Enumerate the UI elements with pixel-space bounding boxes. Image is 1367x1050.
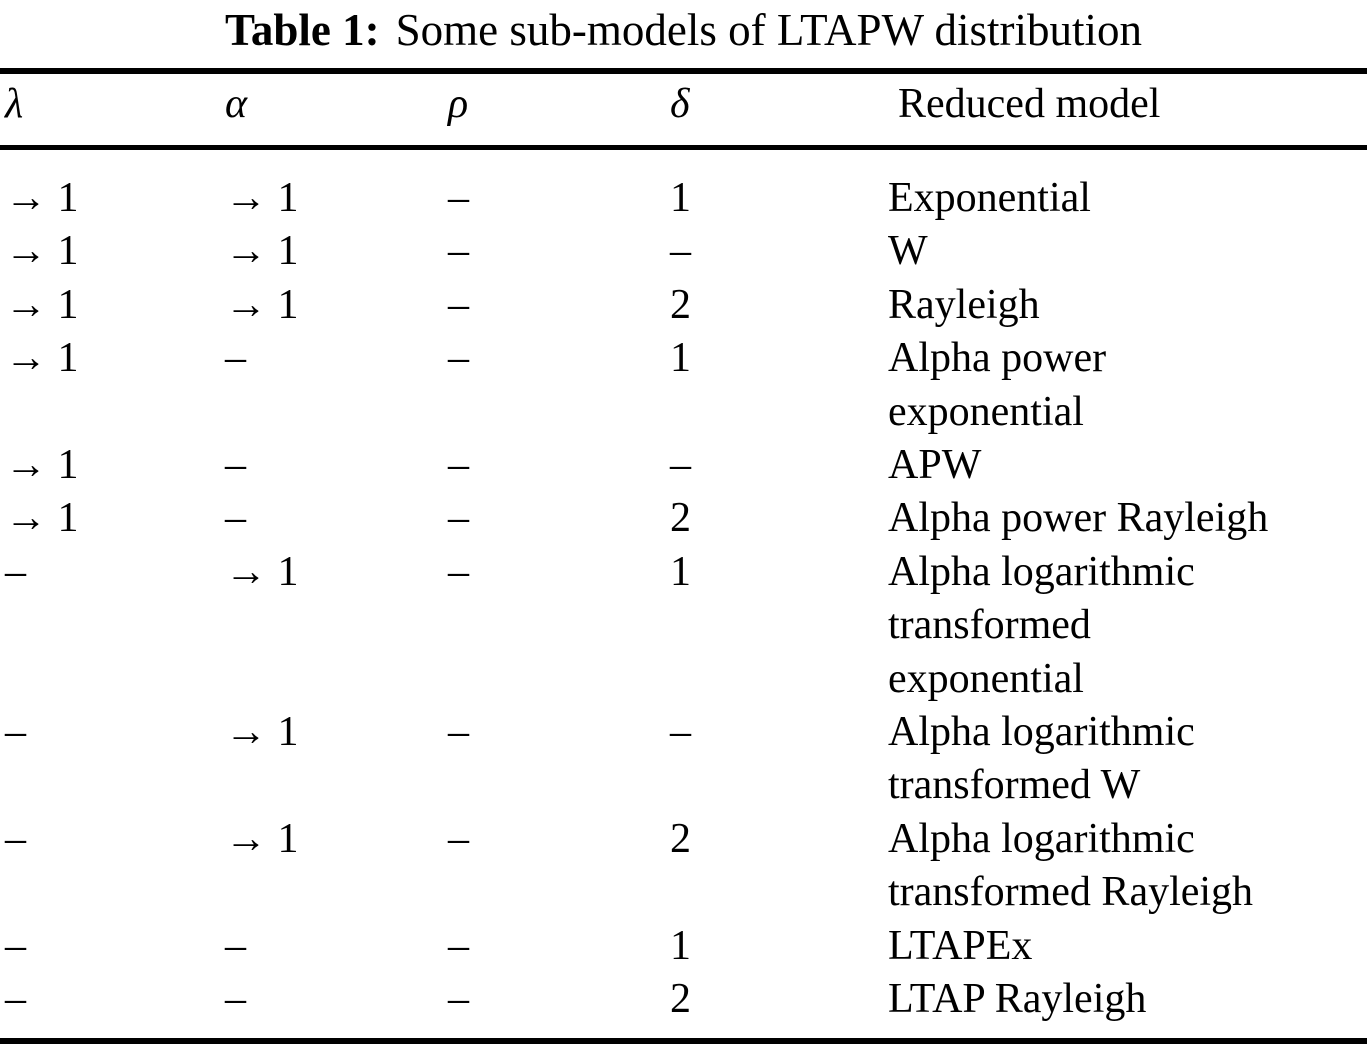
- table-row: [0, 813, 1367, 920]
- alpha-value: → 1: [225, 281, 299, 328]
- delta-value: –: [670, 709, 691, 756]
- model-name: [888, 973, 1367, 1026]
- alpha-value: → 1: [225, 709, 299, 756]
- delta-value: –: [670, 228, 691, 275]
- rho-value: –: [448, 548, 469, 595]
- table-body: [0, 172, 1367, 1027]
- model-name-line: Exponential: [888, 175, 1091, 221]
- model-name: [888, 439, 1367, 492]
- header-delta: δ: [670, 81, 690, 127]
- rho-value: –: [448, 228, 469, 275]
- model-name-line: transformed Rayleigh: [888, 869, 1254, 916]
- model-name-line: Alpha power Rayleigh: [888, 495, 1269, 542]
- model-name: [888, 706, 1367, 813]
- top-rule: [0, 68, 1367, 74]
- delta-value: 1: [670, 922, 691, 969]
- table-caption: [0, 0, 1367, 60]
- alpha-value: → 1: [225, 815, 299, 862]
- model-name: [888, 546, 1367, 706]
- lambda-value: –: [5, 548, 26, 595]
- model-name-line: exponential: [888, 388, 1084, 435]
- delta-value: 1: [670, 335, 691, 382]
- delta-value: 2: [670, 976, 691, 1023]
- alpha-value: → 1: [225, 228, 299, 275]
- model-name: [888, 279, 1367, 332]
- lambda-value: → 1: [5, 442, 79, 489]
- rho-value: –: [448, 442, 469, 489]
- model-name: [888, 225, 1367, 278]
- header-alpha: α: [225, 81, 248, 127]
- rho-value: –: [448, 709, 469, 756]
- model-name-line: APW: [888, 442, 982, 489]
- model-name-line: exponential: [888, 655, 1084, 702]
- rho-value: –: [448, 175, 469, 221]
- bottom-rule: [0, 1038, 1367, 1044]
- model-name-line: LTAP Rayleigh: [888, 976, 1147, 1023]
- model-name-line: Alpha power: [888, 335, 1107, 382]
- model-name-line: transformed: [888, 602, 1091, 649]
- model-name-line: Alpha logarithmic: [888, 709, 1195, 756]
- rho-value: –: [448, 281, 469, 328]
- table-header-row: [0, 78, 1367, 131]
- delta-value: 2: [670, 815, 691, 862]
- alpha-value: → 1: [225, 175, 299, 221]
- rho-value: –: [448, 335, 469, 382]
- table-row: [0, 225, 1367, 278]
- rho-value: –: [448, 976, 469, 1023]
- header-rho: ρ: [448, 81, 469, 127]
- lambda-value: → 1: [5, 175, 79, 221]
- table-row: [0, 920, 1367, 973]
- lambda-value: –: [5, 815, 26, 862]
- lambda-value: –: [5, 976, 26, 1023]
- lambda-value: → 1: [5, 228, 79, 275]
- header-rule: [0, 145, 1367, 150]
- delta-value: 2: [670, 281, 691, 328]
- lambda-value: –: [5, 709, 26, 756]
- lambda-value: → 1: [5, 335, 79, 382]
- table-row: [0, 492, 1367, 545]
- alpha-value: –: [225, 976, 246, 1023]
- alpha-value: –: [225, 495, 246, 542]
- model-name-line: transformed W: [888, 762, 1141, 809]
- table-caption-text: Some sub-models of LTAPW distribution: [395, 5, 1143, 55]
- model-name: [888, 813, 1367, 920]
- model-name: [888, 172, 1367, 225]
- model-name-line: LTAPEx: [888, 922, 1033, 969]
- table-row: [0, 279, 1367, 332]
- model-name-line: W: [888, 228, 928, 275]
- table-row: [0, 706, 1367, 813]
- lambda-value: → 1: [5, 281, 79, 328]
- model-name: [888, 492, 1367, 545]
- alpha-value: –: [225, 922, 246, 969]
- delta-value: –: [670, 442, 691, 489]
- table-caption-label: Table 1:: [224, 5, 380, 55]
- lambda-value: → 1: [5, 495, 79, 542]
- delta-value: 1: [670, 175, 691, 221]
- table-row: [0, 332, 1367, 439]
- model-name-line: Alpha logarithmic: [888, 548, 1195, 595]
- table-row: [0, 546, 1367, 706]
- alpha-value: –: [225, 442, 246, 489]
- model-name: [888, 332, 1367, 439]
- model-name-line: Alpha logarithmic: [888, 815, 1195, 862]
- lambda-value: –: [5, 922, 26, 969]
- rho-value: –: [448, 495, 469, 542]
- table-row: [0, 172, 1367, 225]
- delta-value: 2: [670, 495, 691, 542]
- table-row: [0, 439, 1367, 492]
- rho-value: –: [448, 815, 469, 862]
- model-name: [888, 920, 1367, 973]
- model-name-line: Rayleigh: [888, 281, 1040, 328]
- header-reduced-model: Reduced model: [898, 81, 1161, 127]
- header-lambda: λ: [5, 81, 24, 127]
- delta-value: 1: [670, 548, 691, 595]
- rho-value: –: [448, 922, 469, 969]
- alpha-value: –: [225, 335, 246, 382]
- alpha-value: → 1: [225, 548, 299, 595]
- table-row: [0, 973, 1367, 1026]
